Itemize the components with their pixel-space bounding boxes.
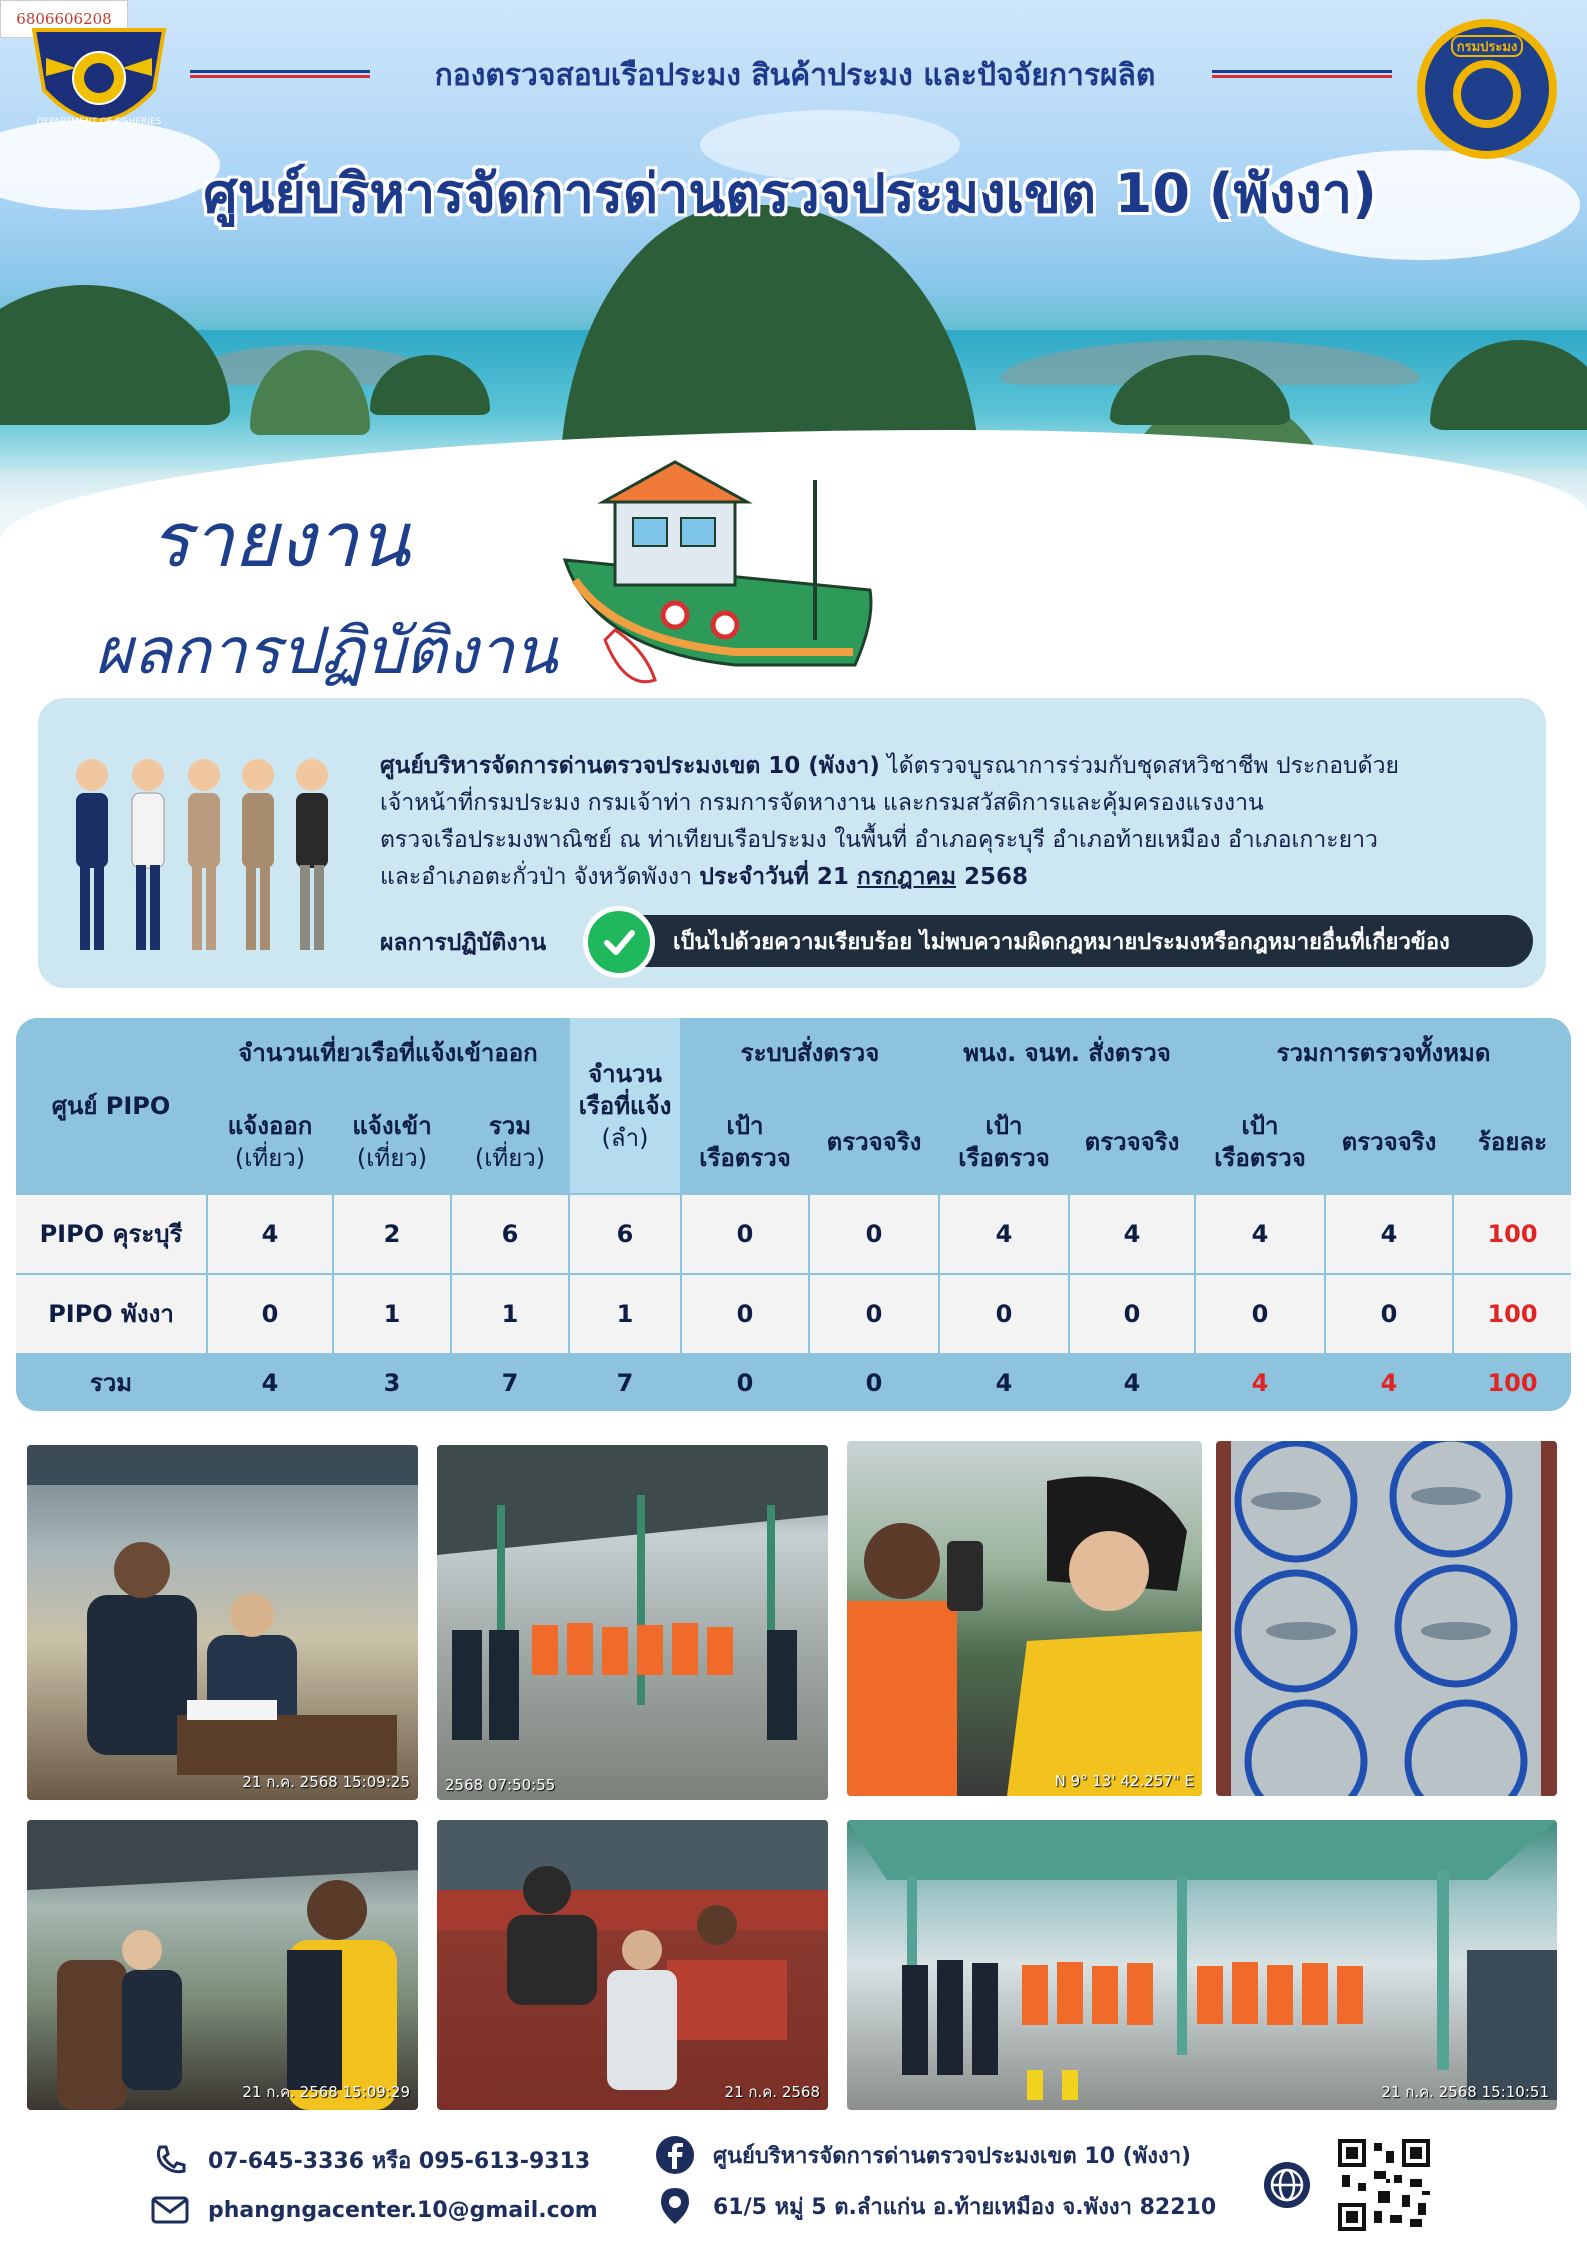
row-sum: 6	[452, 1195, 568, 1273]
header-group-system: ระบบสั่งตรวจ	[682, 1018, 938, 1088]
result-pill	[588, 915, 1533, 967]
department-name: กองตรวจสอบเรือประมง สินค้าประมง และปัจจัยการผลิต	[434, 58, 1156, 93]
header-boats-unit: (ลำ)	[601, 1123, 649, 1152]
island-shape	[0, 285, 230, 425]
report-subheading: ผลการปฏิบัติงาน	[95, 615, 558, 689]
svg-text:กรมประมง: กรมประมง	[1456, 40, 1518, 55]
row-order-actual: 0	[1070, 1275, 1194, 1353]
page-title: ศูนย์บริหารจัดการด่านตรวจประมงเขต 10 (พังงา)	[203, 162, 1377, 225]
header-order-target	[940, 1090, 1068, 1193]
row-in: 1	[334, 1275, 450, 1353]
row-system-target: 0	[682, 1275, 808, 1353]
header-stripe-left	[190, 70, 370, 80]
facebook-icon	[655, 2135, 695, 2175]
header-in-unit: (เที่ยว)	[356, 1143, 428, 1172]
total-system-actual: 0	[810, 1355, 938, 1411]
inspection-photo	[437, 1820, 828, 2110]
footer-phone	[150, 2140, 590, 2180]
row-system-actual: 0	[810, 1275, 938, 1353]
row-order-target: 0	[940, 1275, 1068, 1353]
phone-icon	[150, 2140, 190, 2180]
total-system-target: 0	[682, 1355, 808, 1411]
svg-text:DEPARTMENT OF FISHERIES: DEPARTMENT OF FISHERIES	[36, 117, 162, 127]
row-boats: 6	[570, 1195, 680, 1273]
row-sum: 1	[452, 1275, 568, 1353]
header-system-actual: ตรวจจริง	[810, 1090, 938, 1193]
total-order-target: 4	[940, 1355, 1068, 1411]
footer-phone-text: 07-645-3336 หรือ 095-613-9313	[208, 2148, 591, 2174]
header-sum-unit: (เที่ยว)	[474, 1143, 546, 1172]
footer-facebook-text: ศูนย์บริหารจัดการด่านตรวจประมงเขต 10 (พังงา)	[713, 2143, 1192, 2169]
total-row-name: รวม	[16, 1355, 206, 1411]
header-group-total: รวมการตรวจทั้งหมด	[1196, 1018, 1571, 1088]
summary-text	[380, 748, 1540, 896]
row-name: PIPO พังงา	[16, 1275, 206, 1353]
department-seal-logo	[1414, 16, 1560, 162]
header-sum	[452, 1090, 568, 1193]
header-group-order: พนง. จนท. สั่งตรวจ	[940, 1018, 1194, 1088]
row-total-target: 0	[1196, 1275, 1324, 1353]
photo-timestamp: 21 ก.ค. 2568	[724, 2083, 820, 2101]
footer-email[interactable]	[150, 2190, 598, 2230]
header-order-target-1: เป้า	[985, 1111, 1023, 1140]
header-boats-line2: เรือที่แจ้ง	[578, 1091, 672, 1120]
footer-address	[655, 2186, 1216, 2226]
summary-date-month: กรกฎาคม	[856, 864, 957, 890]
inspection-photo	[847, 1441, 1202, 1796]
summary-org: ศูนย์บริหารจัดการด่านตรวจประมงเขต 10 (พังงา)	[380, 753, 880, 779]
summary-date-prefix: ประจำวันที่ 21	[699, 864, 857, 890]
globe-icon[interactable]	[1262, 2160, 1312, 2210]
summary-line3: ตรวจเรือประมงพาณิชย์ ณ ท่าเทียบเรือประมง ในพื้นที่ อำเภอคุระบุรี อำเภอท้ายเหมือง อำเภอเกาะยาว	[380, 827, 1378, 853]
header-total-target	[1196, 1090, 1324, 1193]
footer-facebook[interactable]	[655, 2135, 1191, 2175]
inspection-table	[16, 1018, 1571, 1411]
row-system-target: 0	[682, 1195, 808, 1273]
location-pin-icon	[655, 2186, 695, 2226]
row-system-actual: 0	[810, 1195, 938, 1273]
row-boats: 1	[570, 1275, 680, 1353]
inspection-photo	[27, 1445, 418, 1800]
header-order-target-2: เรือตรวจ	[958, 1143, 1050, 1172]
header-total-actual: ตรวจจริง	[1326, 1090, 1452, 1193]
header-sum-label: รวม	[488, 1111, 532, 1140]
header-system-target	[682, 1090, 808, 1193]
report-heading: รายงาน	[150, 495, 410, 584]
total-in: 3	[334, 1355, 450, 1411]
inspection-photo	[437, 1445, 828, 1800]
total-order-actual: 4	[1070, 1355, 1194, 1411]
summary-date-year: 2568	[956, 864, 1029, 890]
check-icon	[583, 906, 655, 978]
header-order-actual: ตรวจจริง	[1070, 1090, 1194, 1193]
photo-timestamp: 21 ก.ค. 2568 15:09:29	[242, 2083, 410, 2101]
row-percent: 100	[1454, 1275, 1571, 1353]
header-boats-line1: จำนวน	[588, 1059, 662, 1088]
header-out	[208, 1090, 332, 1193]
fishing-boat-illustration	[555, 440, 885, 700]
header-in	[334, 1090, 450, 1193]
summary-line2: เจ้าหน้าที่กรมประมง กรมเจ้าท่า กรมการจัดหางาน และกรมสวัสดิการและคุ้มครองแรงงาน	[380, 790, 1264, 816]
footer-email-text: phangngacenter.10@gmail.com	[208, 2197, 598, 2223]
total-percent: 100	[1454, 1355, 1571, 1411]
summary-line4: และอำเภอตะกั่วป่า จังหวัดพังงา	[380, 864, 700, 890]
mail-icon	[150, 2190, 190, 2230]
header-system-target-1: เป้า	[726, 1111, 764, 1140]
row-percent: 100	[1454, 1195, 1571, 1273]
inspection-group-photo	[847, 1820, 1557, 2110]
header-percent: ร้อยละ	[1454, 1090, 1571, 1193]
row-total-target: 4	[1196, 1195, 1324, 1273]
photo-timestamp: 2568 07:50:55	[445, 1776, 556, 1794]
total-boats: 7	[570, 1355, 680, 1411]
result-label: ผลการปฏิบัติงาน	[380, 930, 547, 956]
footer-address-text: 61/5 หมู่ 5 ต.ลำแก่น อ.ท้ายเหมือง จ.พังงา 82210	[713, 2194, 1217, 2220]
header-system-target-2: เรือตรวจ	[699, 1143, 791, 1172]
header-in-label: แจ้งเข้า	[352, 1111, 432, 1140]
photo-timestamp: 21 ก.ค. 2568 15:09:25	[242, 1773, 410, 1791]
header-stripe-right	[1212, 70, 1392, 80]
row-out: 0	[208, 1275, 332, 1353]
row-out: 4	[208, 1195, 332, 1273]
header-out-unit: (เที่ยว)	[234, 1143, 306, 1172]
header-group-trips: จำนวนเที่ยวเรือที่แจ้งเข้าออก	[208, 1018, 568, 1088]
total-out: 4	[208, 1355, 332, 1411]
row-in: 2	[334, 1195, 450, 1273]
row-total-actual: 0	[1326, 1275, 1452, 1353]
staff-team-illustration	[60, 745, 360, 960]
document-code: 6806606208	[0, 0, 128, 38]
qr-code[interactable]	[1334, 2135, 1434, 2235]
header-total-target-2: เรือตรวจ	[1214, 1143, 1306, 1172]
header-total-target-1: เป้า	[1241, 1111, 1279, 1140]
row-total-actual: 4	[1326, 1195, 1452, 1273]
total-sum: 7	[452, 1355, 568, 1411]
summary-line1: ได้ตรวจบูรณาการร่วมกับชุดสหวิชาชีพ ประกอบด้วย	[879, 753, 1399, 779]
inspection-photo	[27, 1820, 418, 2110]
header-out-label: แจ้งออก	[227, 1111, 313, 1140]
total-total-target: 4	[1196, 1355, 1324, 1411]
total-total-actual: 4	[1326, 1355, 1452, 1411]
row-order-actual: 4	[1070, 1195, 1194, 1273]
photo-timestamp: N 9° 13' 42.257" E	[1054, 1772, 1194, 1790]
header-center: ศูนย์ PIPO	[16, 1018, 206, 1193]
header-boats	[570, 1018, 680, 1193]
fish-catch-photo	[1216, 1441, 1557, 1796]
result-text: เป็นไปด้วยความเรียบร้อย ไม่พบความผิดกฎหมายประมงหรือกฎหมายอื่นที่เกี่ยวข้อง	[673, 929, 1450, 955]
row-name: PIPO คุระบุรี	[16, 1195, 206, 1273]
photo-timestamp: 21 ก.ค. 2568 15:10:51	[1381, 2083, 1549, 2101]
row-order-target: 4	[940, 1195, 1068, 1273]
fisheries-department-logo	[26, 20, 172, 150]
